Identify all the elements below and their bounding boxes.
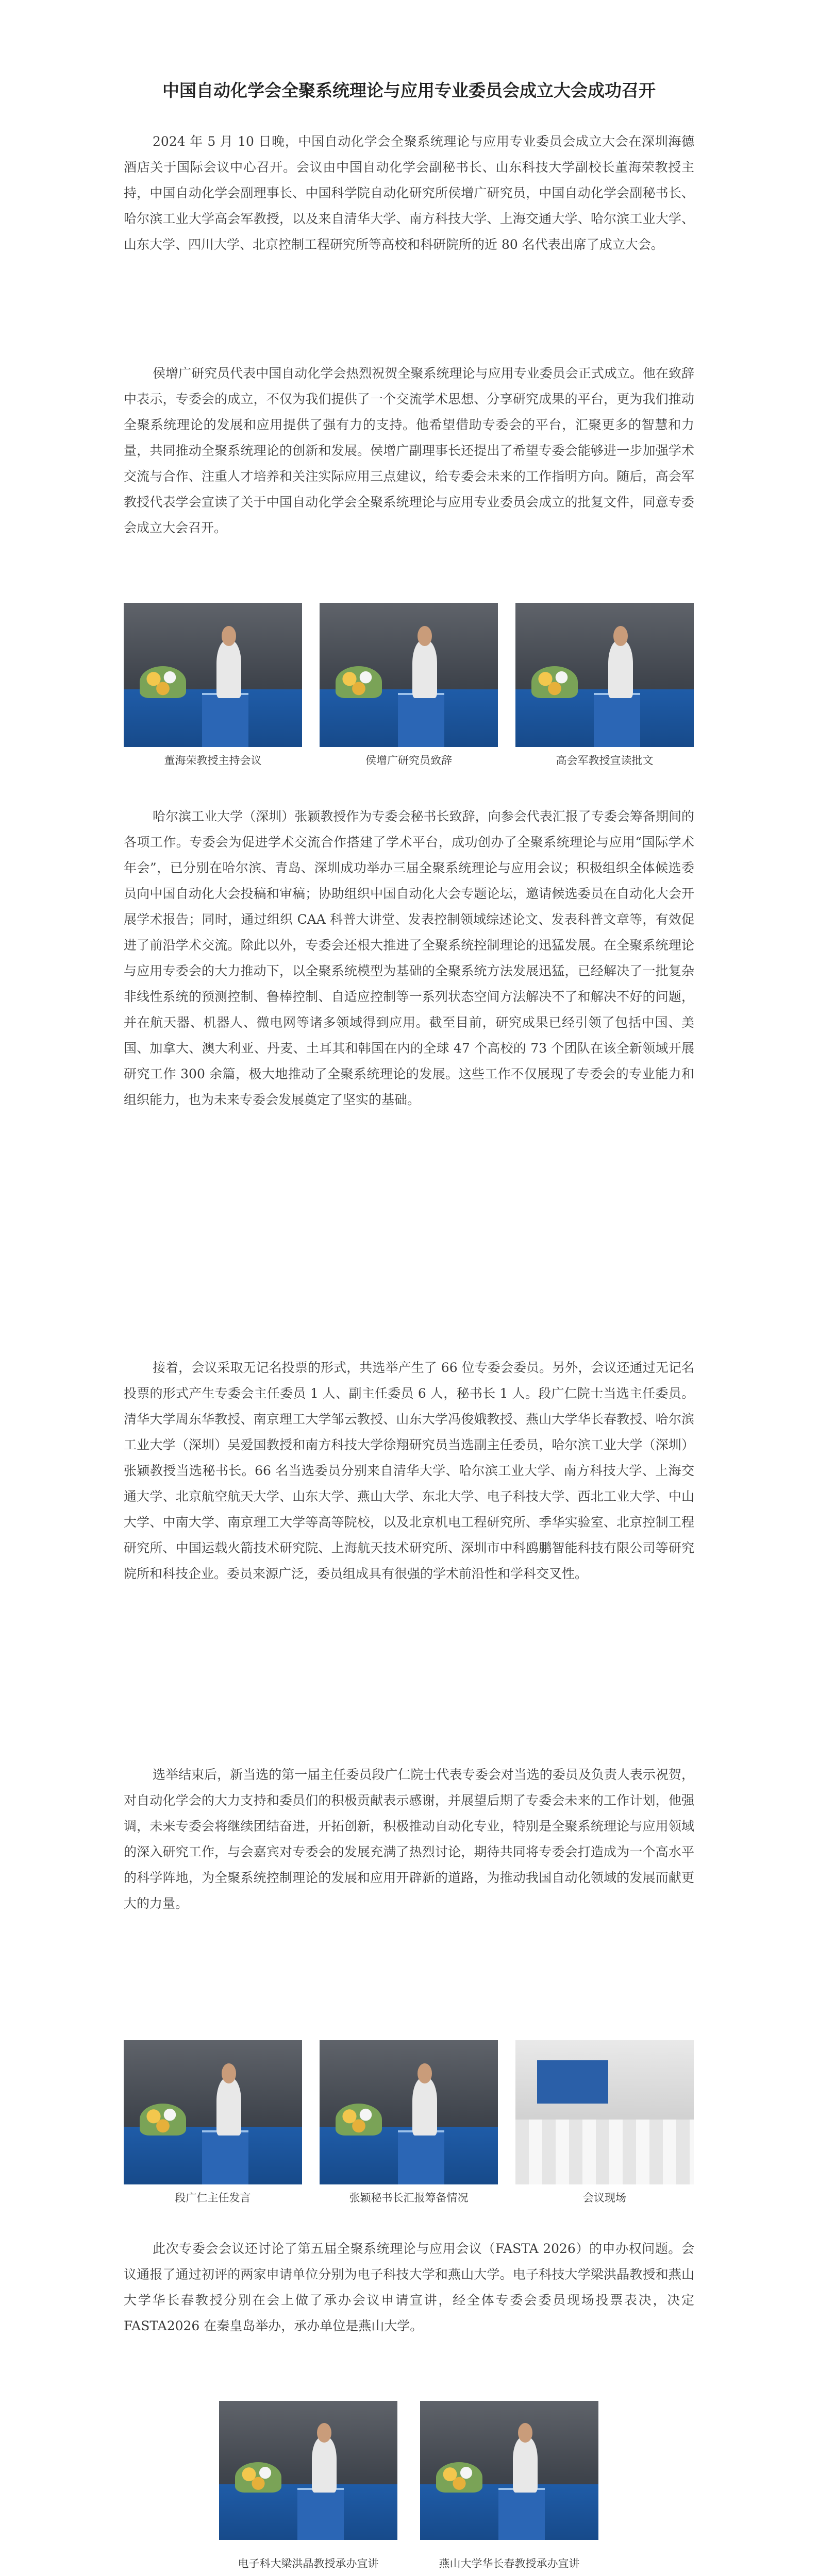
paragraph-fasta-bid: 此次专委会会议还讨论了第五届全聚系统理论与应用会议（FASTA 2026）的申办权问题。会议通报了通过初评的两家申请单位分别为电子科技大学和燕山大学。电子科技大学梁洪晶教授和燕山大学华长春教授分别在会上做了承办会议申请宣讲，经全体专委会委员现场投票表决，决定 FASTA2026 在秦皇岛举办，承办单位是燕山大学。 — [124, 2241, 694, 2333]
photo-row-1 — [124, 603, 694, 773]
caption-photo-4: 段广仁主任发言 — [175, 2192, 251, 2204]
photo-duan-speech — [124, 2040, 302, 2184]
flowers-icon — [336, 666, 382, 698]
photo-gao-reading — [515, 603, 694, 747]
paragraph-zhang-report: 哈尔滨工业大学（深圳）张颖教授作为专委会秘书长致辞，向参会代表汇报了专委会筹备期间的各项工作。专委会为促进学术交流合作搭建了学术平台，成功创办了全聚系统理论与应用“国际学术年会”，已分别在哈尔滨、青岛、深圳成功举办三届全聚系统理论与应用会议；积极组织全体候选委员向中国自动化大会投稿和审稿；协助组织中国自动化大会专题论坛，邀请候选委员在自动化大会开展学术报告；同时，通过组织 CAA 科普大讲堂、发表控制领域综述论文、发表科普文章等，有效促进了前沿学术交流。除此以外，专委会还根大推进了全聚系统控制理论的迅猛发展。在全聚系统理论与应用专委会的大力推动下，以全聚系统模型为基础的全聚系统方法发展迅猛，已经解决了一批复杂非线性系统的预测控制、鲁棒控制、自适应控制等一系列状态空间方法解决不了和解决不好的问题，并在航天器、机器人、微电网等诸多领域得到应用。截至目前，研究成果已经引领了包括中国、美国、加拿大、澳大利亚、丹麦、土耳其和韩国在内的全球 47 个高校的 73 个团队在该全新领域开展研究工作 300 余篇，极大地推动了全聚系统理论的发展。这些工作不仅展现了专委会的专业能力和组织能力，也为未来专委会发展奠定了坚实的基础。 — [124, 809, 694, 1107]
photo-row-3 — [124, 2401, 694, 2571]
article-title: 中国自动化学会全聚系统理论与应用专业委员会成立大会成功召开 — [162, 80, 656, 100]
photo-hou-speech — [320, 603, 498, 747]
speaker-figure — [216, 2078, 241, 2136]
caption-photo-1: 董海荣教授主持会议 — [164, 754, 262, 767]
paragraph-election: 接着，会议采取无记名投票的形式，共选举产生了 66 位专委会委员。另外，会议还通过无记名投票的形式产生专委会主任委员 1 人、副主任委员 6 人，秘书长 1 人。段广仁院士当选主任委员。清华大学周东华教授、南京理工大学邹云教授、山东大学冯俊娥教授、燕山大学华长春教授、哈尔滨工业大学（深圳）吴爱国教授和南方科技大学徐翔研究员当选副主任委员，哈尔滨工业大学（深圳）张颖教授当选秘书长。66 名当选委员分别来自清华大学、哈尔滨工业大学、南方科技大学、上海交通大学、北京航空航天大学、山东大学、燕山大学、东北大学、电子科技大学、西北工业大学、中山大学、中南大学、南京理工大学等高等院校，以及北京机电工程研究所、季华实验室、北京控制工程研究所、中国运载火箭技术研究院、上海航天技术研究所、深圳市中科鸥鹏智能科技有限公司等研究院所和科技企业。委员来源广泛，委员组成具有很强的学术前沿性和学科交叉性。 — [124, 1360, 694, 1581]
lectern-icon — [202, 2130, 248, 2184]
flowers-icon — [235, 2462, 281, 2493]
speaker-head — [418, 626, 432, 646]
photo-dong-hosting — [124, 603, 302, 747]
flowers-icon — [436, 2462, 482, 2493]
photo-liang-bid — [219, 2401, 397, 2540]
speaker-head — [418, 2063, 432, 2083]
lectern-icon — [202, 693, 248, 747]
speaker-figure — [513, 2437, 538, 2493]
speaker-figure — [412, 640, 437, 698]
lectern-icon — [398, 2130, 444, 2184]
caption-photo-2: 侯增广研究员致辞 — [365, 754, 452, 767]
caption-photo-8: 燕山大学华长春教授承办宣讲 — [439, 2557, 580, 2570]
speaker-figure — [312, 2437, 337, 2493]
caption-photo-7: 电子科大梁洪晶教授承办宣讲 — [238, 2557, 379, 2570]
paragraph-hou-speech: 侯增广研究员代表中国自动化学会热烈祝贺全聚系统理论与应用专业委员会正式成立。他在致辞中表示，专委会的成立，不仅为我们提供了一个交流学术思想、分享研究成果的平台，更为我们推动全聚系统理论的发展和应用提供了强有力的支持。他希望借助专委会的平台，汇聚更多的智慧和力量，共同推动全聚系统理论的创新和发展。侯增广副理事长还提出了希望专委会能够进一步加强学术交流与合作、注重人才培养和关注实际应用三点建议，给专委会未来的工作指明方向。随后，高会军教授代表学会宣读了关于中国自动化学会全聚系统理论与应用专业委员会成立的批复文件，同意专委会成立大会召开。 — [124, 366, 694, 535]
photo-meeting-hall — [515, 2040, 694, 2184]
flowers-icon — [531, 666, 578, 698]
paragraph-opening: 2024 年 5 月 10 日晚，中国自动化学会全聚系统理论与应用专业委员会成立大会在深圳海德酒店关于国际会议中心召开。会议由中国自动化学会副秘书长、山东科技大学副校长董海荣教授主持，中国自动化学会副理事长、中国科学院自动化研究所侯增广研究员，中国自动化学会副秘书长、哈尔滨工业大学高会军教授，以及来自清华大学、南方科技大学、上海交通大学、哈尔滨工业大学、山东大学、四川大学、北京控制工程研究所等高校和科研院所的近 80 名代表出席了成立大会。 — [124, 134, 694, 252]
photo-row-2 — [124, 2040, 694, 2210]
caption-photo-6: 会议现场 — [583, 2192, 626, 2204]
speaker-head — [317, 2423, 331, 2443]
caption-photo-5: 张颖秘书长汇报筹备情况 — [349, 2192, 469, 2204]
speaker-figure — [216, 640, 241, 698]
lectern-icon — [398, 693, 444, 747]
lectern-icon — [594, 693, 640, 747]
lectern-icon — [498, 2488, 545, 2540]
seating-area — [515, 2120, 694, 2184]
speaker-figure — [608, 640, 633, 698]
lectern-icon — [297, 2488, 344, 2540]
speaker-head — [613, 626, 628, 646]
paragraph-duan-speech: 选举结束后，新当选的第一届主任委员段广仁院士代表专委会对当选的委员及负责人表示祝贺，对自动化学会的大力支持和委员们的积极贡献表示感谢，并展望后期了专委会未来的工作计划，他强调，未来专委会将继续团结奋进，开拓创新，积极推动自动化专业，特别是全聚系统理论与应用领域的深入研究工作，与会嘉宾对专委会的发展充满了热烈讨论，期待共同将专委会打造成为一个高水平的科学阵地，为全聚系统控制理论的发展和应用开辟新的道路，为推动我国自动化领域的发展而献更大的力量。 — [124, 1767, 694, 1911]
flowers-icon — [336, 2104, 382, 2136]
speaker-figure — [412, 2078, 437, 2136]
caption-photo-3: 高会军教授宣读批文 — [556, 754, 654, 767]
speaker-head — [222, 626, 236, 646]
photo-zhang-report — [320, 2040, 498, 2184]
photo-hua-bid — [420, 2401, 598, 2540]
flowers-icon — [140, 666, 186, 698]
flowers-icon — [140, 2104, 186, 2136]
projection-screen — [537, 2060, 608, 2104]
speaker-head — [518, 2423, 532, 2443]
speaker-head — [222, 2063, 236, 2083]
